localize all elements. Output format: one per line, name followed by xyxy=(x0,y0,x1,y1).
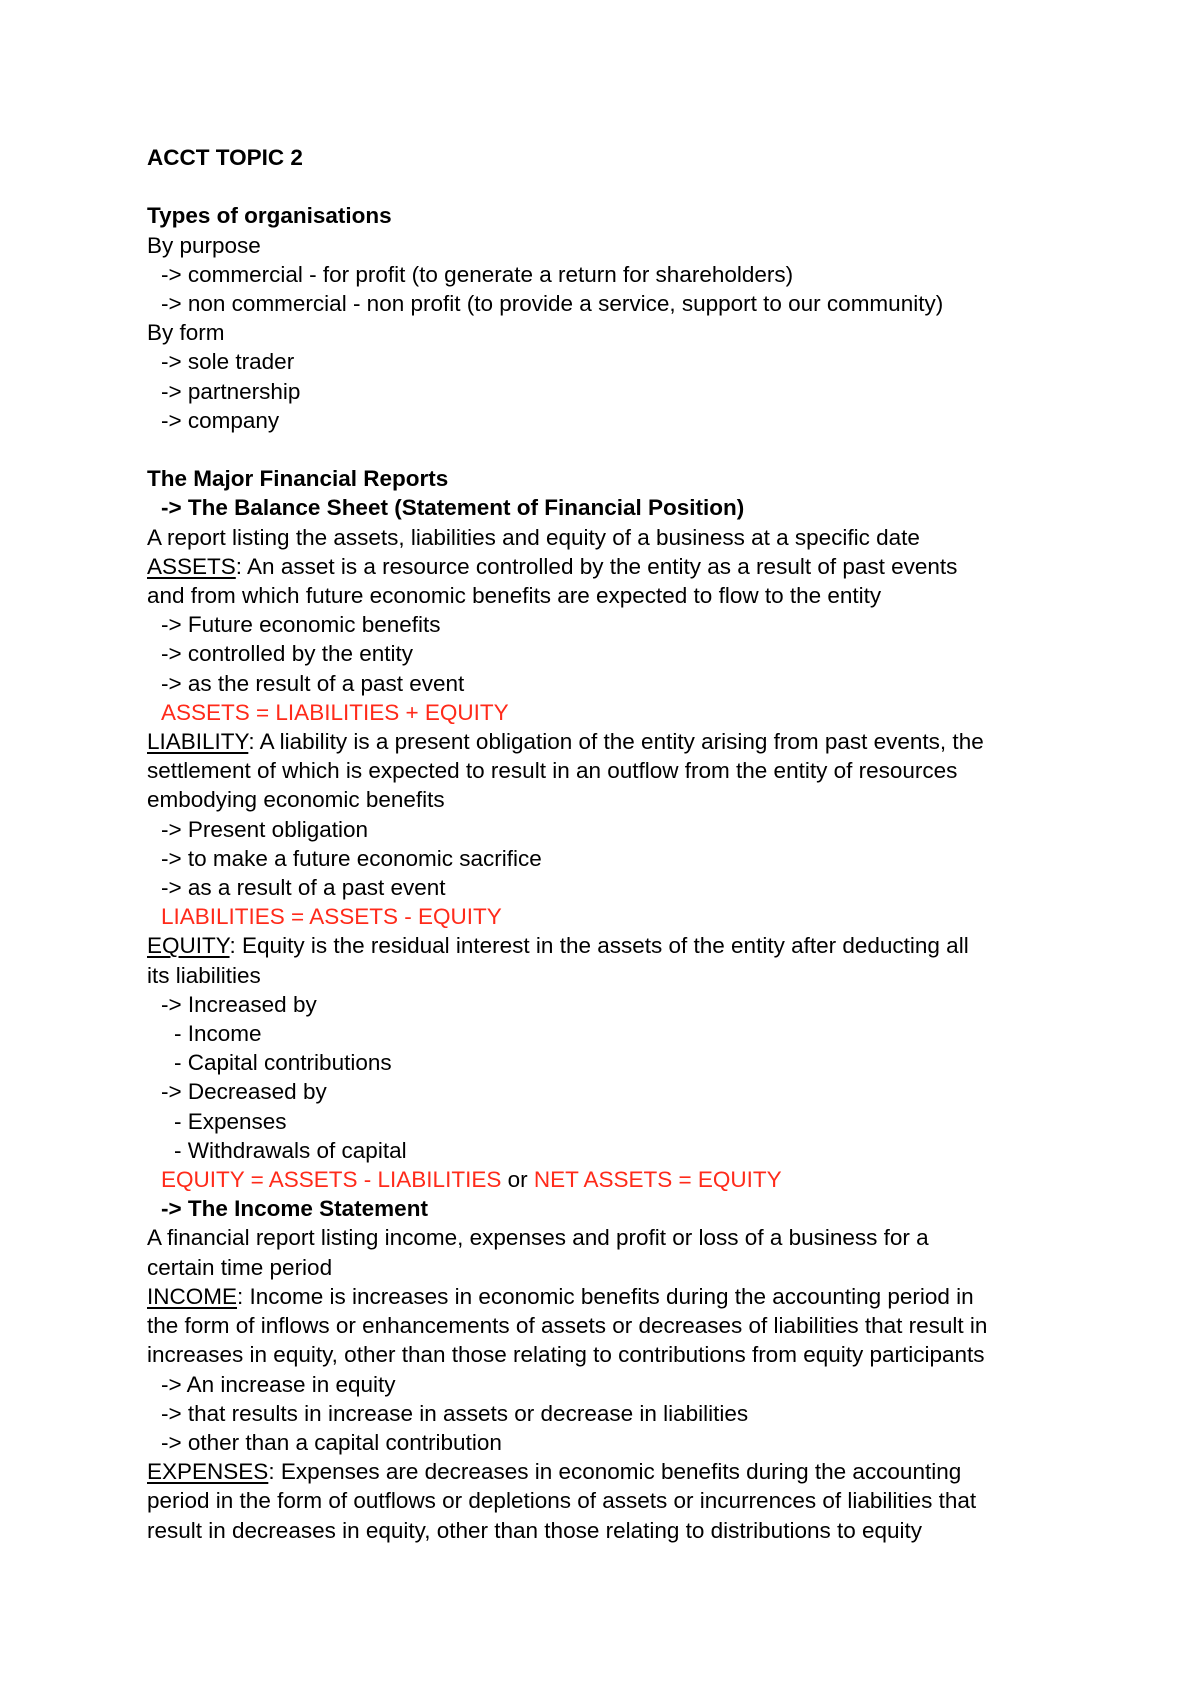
list-item: -> commercial - for profit (to generate a return for shareholders) xyxy=(161,261,794,287)
equation-equity xyxy=(147,1165,1077,1194)
definition-text: : Income is increases in economic benefits during the accounting period in xyxy=(237,1283,974,1309)
list-subitem: - Withdrawals of capital xyxy=(174,1137,407,1163)
list-item: -> partnership xyxy=(161,378,301,404)
equation-assets: ASSETS = LIABILITIES + EQUITY xyxy=(161,699,509,725)
subheading-balance-sheet: -> The Balance Sheet (Statement of Financial Position) xyxy=(161,495,745,521)
list-item: -> Decreased by xyxy=(161,1079,327,1105)
list-item: -> Increased by xyxy=(161,991,317,1017)
definition-text: : A liability is a present obligation of the entity arising from past events, the xyxy=(248,729,984,755)
list-item: -> to make a future economic sacrifice xyxy=(161,845,542,871)
definition-income xyxy=(147,1282,1077,1311)
list-item: -> controlled by the entity xyxy=(161,641,414,667)
spacer xyxy=(147,172,1077,201)
paragraph: A financial report listing income, expenses and profit or loss of a business for a xyxy=(147,1225,929,1251)
subheading-income-statement: -> The Income Statement xyxy=(161,1196,428,1222)
definition-text: increases in equity, other than those relating to contributions from equity participants xyxy=(147,1342,985,1368)
definition-text: its liabilities xyxy=(147,962,261,988)
document-content xyxy=(147,143,1077,1545)
section-heading-reports: The Major Financial Reports xyxy=(147,466,449,492)
list-item: -> An increase in equity xyxy=(161,1371,396,1397)
paragraph: certain time period xyxy=(147,1254,333,1280)
definition-text: : Equity is the residual interest in the assets of the entity after deducting all xyxy=(229,933,969,959)
list-subitem: - Expenses xyxy=(174,1108,287,1134)
equation-equity-b: NET ASSETS = EQUITY xyxy=(533,1167,782,1193)
definition-equity xyxy=(147,931,1077,960)
list-item: -> as the result of a past event xyxy=(161,670,465,696)
list-item: -> non commercial - non profit (to provide a service, support to our community) xyxy=(161,291,944,316)
list-item: -> as a result of a past event xyxy=(161,875,446,901)
definition-text: the form of inflows or enhancements of assets or decreases of liabilities that result in xyxy=(147,1313,988,1339)
term-income: INCOME xyxy=(147,1283,237,1309)
list-item: -> other than a capital contribution xyxy=(161,1429,502,1455)
subheading-by-purpose: By purpose xyxy=(147,232,261,258)
definition-text: settlement of which is expected to result in an outflow from the entity of resources xyxy=(147,758,958,784)
definition-text: and from which future economic benefits are expected to flow to the entity xyxy=(147,583,882,609)
definition-text: period in the form of outflows or depletions of assets or incurrences of liabilities that xyxy=(147,1488,977,1514)
section-heading-types: Types of organisations xyxy=(147,203,392,229)
term-liability: LIABILITY xyxy=(147,729,249,755)
definition-text: result in decreases in equity, other than those relating to distributions to equity xyxy=(147,1517,923,1543)
list-subitem: - Income xyxy=(174,1021,262,1047)
list-item: -> sole trader xyxy=(161,349,295,375)
list-subitem: - Capital contributions xyxy=(174,1050,392,1076)
definition-assets xyxy=(147,552,1077,581)
term-equity: EQUITY xyxy=(147,933,230,959)
paragraph: A report listing the assets, liabilities and equity of a business at a specific date xyxy=(147,524,920,550)
definition-liability xyxy=(147,727,1077,756)
list-item: -> company xyxy=(161,407,280,433)
definition-text: : Expenses are decreases in economic benefits during the accounting xyxy=(268,1459,962,1485)
document-title: ACCT TOPIC 2 xyxy=(147,145,303,170)
spacer xyxy=(147,435,1077,464)
definition-expenses xyxy=(147,1457,1077,1486)
equation-connector: or xyxy=(501,1167,534,1193)
equation-equity-a: EQUITY = ASSETS - LIABILITIES xyxy=(161,1167,502,1193)
subheading-by-form: By form xyxy=(147,320,225,346)
equation-liabilities: LIABILITIES = ASSETS - EQUITY xyxy=(161,904,502,930)
term-assets: ASSETS xyxy=(147,553,236,579)
list-item: -> Future economic benefits xyxy=(161,612,441,638)
term-expenses: EXPENSES xyxy=(147,1459,269,1485)
list-item: -> that results in increase in assets or decrease in liabilities xyxy=(161,1400,749,1426)
list-item: -> Present obligation xyxy=(161,816,369,842)
definition-text: : An asset is a resource controlled by the entity as a result of past events xyxy=(235,553,958,579)
definition-text: embodying economic benefits xyxy=(147,787,445,813)
